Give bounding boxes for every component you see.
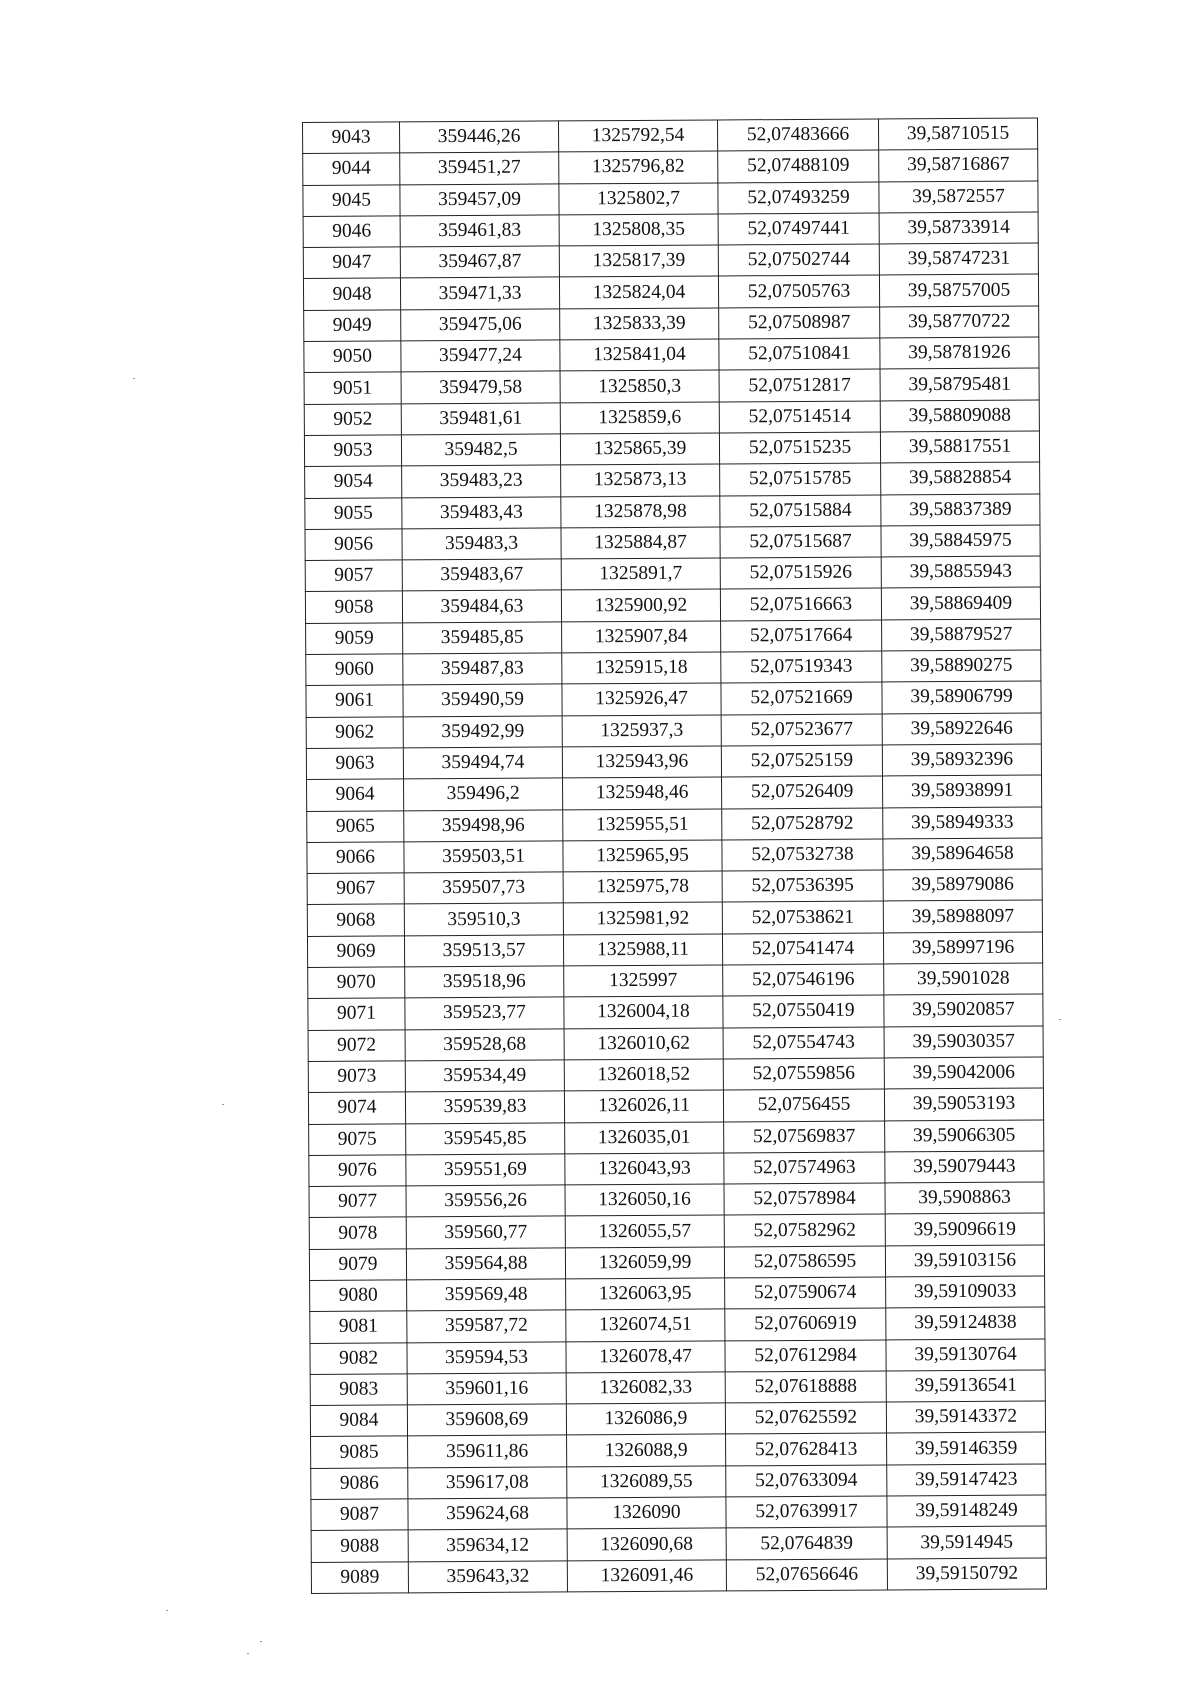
latitude-cell: 52,07516663 — [720, 588, 881, 620]
point-number-cell: 9089 — [311, 1562, 408, 1594]
latitude-cell: 52,07483666 — [717, 119, 878, 151]
longitude-cell: 39,58997196 — [883, 932, 1042, 964]
x-coordinate-cell: 359518,96 — [405, 966, 564, 998]
table-row — [307, 807, 1042, 843]
x-coordinate-cell: 359498,96 — [404, 809, 563, 841]
longitude-cell: 39,58879527 — [882, 619, 1041, 651]
x-coordinate-cell: 359503,51 — [404, 841, 563, 873]
y-coordinate-cell: 1326082,33 — [566, 1372, 725, 1404]
longitude-cell: 39,59150792 — [887, 1558, 1046, 1590]
table-row — [307, 932, 1042, 968]
point-number-cell: 9046 — [303, 216, 400, 248]
point-number-cell: 9059 — [306, 623, 403, 655]
latitude-cell: 52,07514514 — [719, 401, 880, 433]
x-coordinate-cell: 359510,3 — [404, 903, 563, 935]
y-coordinate-cell: 1326090,68 — [567, 1528, 726, 1560]
latitude-cell: 52,07510841 — [719, 338, 880, 370]
x-coordinate-cell: 359534,49 — [405, 1060, 564, 1092]
y-coordinate-cell: 1325937,3 — [562, 715, 721, 747]
point-number-cell: 9045 — [303, 184, 400, 216]
table-row — [309, 1245, 1044, 1281]
longitude-cell: 39,59020857 — [884, 994, 1043, 1026]
longitude-cell: 39,58733914 — [879, 212, 1038, 244]
latitude-cell: 52,07639917 — [726, 1496, 887, 1528]
latitude-cell: 52,07497441 — [718, 213, 879, 245]
point-number-cell: 9078 — [309, 1217, 406, 1249]
table-row — [304, 400, 1039, 436]
y-coordinate-cell: 1325841,04 — [560, 339, 719, 371]
longitude-cell: 39,59030357 — [884, 1026, 1043, 1058]
x-coordinate-cell: 359475,06 — [401, 309, 560, 341]
point-number-cell: 9050 — [304, 341, 401, 373]
y-coordinate-cell: 1325907,84 — [562, 621, 721, 653]
table-row — [309, 1213, 1044, 1249]
x-coordinate-cell: 359523,77 — [405, 997, 564, 1029]
x-coordinate-cell: 359617,08 — [408, 1467, 567, 1499]
x-coordinate-cell: 359457,09 — [400, 184, 559, 216]
latitude-cell: 52,07528792 — [722, 807, 883, 839]
longitude-cell: 39,59136541 — [886, 1370, 1045, 1402]
table-row — [309, 1119, 1044, 1155]
x-coordinate-cell: 359483,23 — [402, 465, 561, 497]
table-row — [310, 1370, 1045, 1406]
x-coordinate-cell: 359601,16 — [407, 1373, 566, 1405]
table-row — [310, 1276, 1045, 1312]
latitude-cell: 52,07505763 — [718, 275, 879, 307]
table-row — [307, 869, 1042, 905]
longitude-cell: 39,58837389 — [881, 494, 1040, 526]
latitude-cell: 52,07538621 — [722, 901, 883, 933]
x-coordinate-cell: 359461,83 — [400, 215, 559, 247]
point-number-cell: 9061 — [306, 685, 403, 717]
point-number-cell: 9076 — [309, 1155, 406, 1187]
longitude-cell: 39,58932396 — [882, 744, 1041, 776]
longitude-cell: 39,59066305 — [885, 1119, 1044, 1151]
y-coordinate-cell: 1325981,92 — [563, 902, 722, 934]
longitude-cell: 39,59042006 — [884, 1057, 1043, 1089]
point-number-cell: 9070 — [308, 967, 405, 999]
longitude-cell: 39,59103156 — [885, 1245, 1044, 1277]
x-coordinate-cell: 359564,88 — [406, 1248, 565, 1280]
x-coordinate-cell: 359560,77 — [406, 1216, 565, 1248]
y-coordinate-cell: 1325900,92 — [561, 589, 720, 621]
point-number-cell: 9044 — [303, 153, 400, 185]
table-row — [308, 1026, 1043, 1062]
point-number-cell: 9083 — [310, 1374, 407, 1406]
latitude-cell: 52,07512817 — [719, 369, 880, 401]
point-number-cell: 9087 — [311, 1499, 408, 1531]
y-coordinate-cell: 1326026,11 — [564, 1090, 723, 1122]
x-coordinate-cell: 359556,26 — [406, 1185, 565, 1217]
coordinates-table-body — [303, 118, 1047, 1593]
latitude-cell: 52,07523677 — [721, 714, 882, 746]
point-number-cell: 9072 — [308, 1029, 405, 1061]
x-coordinate-cell: 359594,53 — [407, 1341, 566, 1373]
point-number-cell: 9069 — [307, 936, 404, 968]
latitude-cell: 52,07515235 — [719, 432, 880, 464]
point-number-cell: 9055 — [305, 497, 402, 529]
longitude-cell: 39,58845975 — [881, 525, 1040, 557]
y-coordinate-cell: 1326089,55 — [567, 1466, 726, 1498]
table-row — [305, 494, 1040, 530]
y-coordinate-cell: 1326063,95 — [566, 1278, 725, 1310]
y-coordinate-cell: 1325859,6 — [560, 402, 719, 434]
x-coordinate-cell: 359490,59 — [403, 684, 562, 716]
longitude-cell: 39,58938991 — [883, 775, 1042, 807]
longitude-cell: 39,5872557 — [879, 181, 1038, 213]
latitude-cell: 52,07656646 — [726, 1559, 887, 1591]
x-coordinate-cell: 359471,33 — [400, 277, 559, 309]
longitude-cell: 39,58795481 — [880, 368, 1039, 400]
table-row — [305, 525, 1040, 561]
y-coordinate-cell: 1326018,52 — [564, 1059, 723, 1091]
x-coordinate-cell: 359551,69 — [406, 1154, 565, 1186]
y-coordinate-cell: 1325926,47 — [562, 683, 721, 715]
point-number-cell: 9064 — [307, 779, 404, 811]
longitude-cell: 39,58869409 — [881, 587, 1040, 619]
point-number-cell: 9056 — [305, 529, 402, 561]
scan-speck — [222, 1104, 224, 1105]
longitude-cell: 39,58964658 — [883, 838, 1042, 870]
x-coordinate-cell: 359643,32 — [408, 1561, 567, 1593]
y-coordinate-cell: 1325824,04 — [559, 276, 718, 308]
longitude-cell: 39,59079443 — [885, 1151, 1044, 1183]
latitude-cell: 52,07515785 — [720, 463, 881, 495]
scan-speck — [247, 1653, 249, 1654]
scan-speck — [166, 1610, 168, 1611]
point-number-cell: 9062 — [306, 717, 403, 749]
point-number-cell: 9082 — [310, 1342, 407, 1374]
latitude-cell: 52,07578984 — [724, 1183, 885, 1215]
y-coordinate-cell: 1326074,51 — [566, 1309, 725, 1341]
table-row — [306, 619, 1041, 655]
point-number-cell: 9081 — [310, 1311, 407, 1343]
y-coordinate-cell: 1326059,99 — [565, 1247, 724, 1279]
y-coordinate-cell: 1325850,3 — [560, 370, 719, 402]
point-number-cell: 9085 — [311, 1436, 408, 1468]
point-number-cell: 9053 — [304, 435, 401, 467]
point-number-cell: 9043 — [303, 122, 400, 154]
latitude-cell: 52,07517664 — [721, 620, 882, 652]
latitude-cell: 52,07559856 — [723, 1058, 884, 1090]
latitude-cell: 52,07526409 — [722, 776, 883, 808]
longitude-cell: 39,58922646 — [882, 713, 1041, 745]
table-row — [305, 556, 1040, 592]
x-coordinate-cell: 359479,58 — [401, 371, 560, 403]
x-coordinate-cell: 359451,27 — [400, 152, 559, 184]
longitude-cell: 39,59124838 — [886, 1307, 1045, 1339]
table-row — [307, 838, 1042, 874]
x-coordinate-cell: 359611,86 — [408, 1435, 567, 1467]
point-number-cell: 9057 — [305, 560, 402, 592]
x-coordinate-cell: 359624,68 — [408, 1498, 567, 1530]
x-coordinate-cell: 359483,3 — [402, 528, 561, 560]
longitude-cell: 39,58828854 — [881, 462, 1040, 494]
longitude-cell: 39,59096619 — [885, 1213, 1044, 1245]
latitude-cell: 52,07628413 — [726, 1433, 887, 1465]
point-number-cell: 9073 — [308, 1061, 405, 1093]
longitude-cell: 39,58988097 — [883, 900, 1042, 932]
table-row — [304, 337, 1039, 373]
point-number-cell: 9080 — [310, 1280, 407, 1312]
table-row — [303, 181, 1038, 217]
x-coordinate-cell: 359485,85 — [403, 622, 562, 654]
table-row — [311, 1526, 1046, 1562]
latitude-cell: 52,07590674 — [725, 1277, 886, 1309]
latitude-cell: 52,07519343 — [721, 651, 882, 683]
x-coordinate-cell: 359482,5 — [401, 434, 560, 466]
y-coordinate-cell: 1325975,78 — [563, 871, 722, 903]
x-coordinate-cell: 359528,68 — [405, 1029, 564, 1061]
longitude-cell: 39,58855943 — [881, 556, 1040, 588]
table-row — [303, 212, 1038, 248]
table-row — [304, 368, 1039, 404]
longitude-cell: 39,58770722 — [880, 306, 1039, 338]
latitude-cell: 52,07515926 — [720, 557, 881, 589]
longitude-cell: 39,5901028 — [884, 963, 1043, 995]
table-row — [304, 431, 1039, 467]
y-coordinate-cell: 1326050,16 — [565, 1184, 724, 1216]
y-coordinate-cell: 1325808,35 — [559, 214, 718, 246]
latitude-cell: 52,07606919 — [725, 1308, 886, 1340]
longitude-cell: 39,58890275 — [882, 650, 1041, 682]
longitude-cell: 39,58809088 — [880, 400, 1039, 432]
table-row — [305, 587, 1040, 623]
y-coordinate-cell: 1325865,39 — [560, 433, 719, 465]
x-coordinate-cell: 359539,83 — [405, 1091, 564, 1123]
table-row — [308, 1057, 1043, 1093]
y-coordinate-cell: 1325997 — [564, 965, 723, 997]
table-row — [308, 1088, 1043, 1124]
y-coordinate-cell: 1325915,18 — [562, 652, 721, 684]
longitude-cell: 39,58710515 — [878, 118, 1037, 150]
y-coordinate-cell: 1326091,46 — [567, 1560, 726, 1592]
latitude-cell: 52,0764839 — [726, 1527, 887, 1559]
point-number-cell: 9084 — [310, 1405, 407, 1437]
x-coordinate-cell: 359513,57 — [404, 935, 563, 967]
point-number-cell: 9047 — [303, 247, 400, 279]
y-coordinate-cell: 1325988,11 — [563, 934, 722, 966]
point-number-cell: 9068 — [307, 904, 404, 936]
point-number-cell: 9058 — [305, 591, 402, 623]
latitude-cell: 52,07574963 — [724, 1152, 885, 1184]
longitude-cell: 39,5914945 — [887, 1526, 1046, 1558]
point-number-cell: 9051 — [304, 372, 401, 404]
longitude-cell: 39,59109033 — [886, 1276, 1045, 1308]
y-coordinate-cell: 1325873,13 — [561, 464, 720, 496]
latitude-cell: 52,07612984 — [725, 1340, 886, 1372]
point-number-cell: 9063 — [306, 748, 403, 780]
longitude-cell: 39,58817551 — [880, 431, 1039, 463]
y-coordinate-cell: 1325792,54 — [558, 120, 717, 152]
x-coordinate-cell: 359446,26 — [400, 121, 559, 153]
x-coordinate-cell: 359487,83 — [403, 653, 562, 685]
x-coordinate-cell: 359481,61 — [401, 403, 560, 435]
table-row — [308, 963, 1043, 999]
longitude-cell: 39,59143372 — [886, 1401, 1045, 1433]
latitude-cell: 52,07541474 — [722, 933, 883, 965]
longitude-cell: 39,58949333 — [883, 807, 1042, 839]
x-coordinate-cell: 359492,99 — [403, 716, 562, 748]
y-coordinate-cell: 1326078,47 — [566, 1341, 725, 1373]
longitude-cell: 39,59053193 — [884, 1088, 1043, 1120]
point-number-cell: 9067 — [307, 873, 404, 905]
point-number-cell: 9066 — [307, 842, 404, 874]
longitude-cell: 39,59148249 — [887, 1495, 1046, 1527]
longitude-cell: 39,59147423 — [887, 1464, 1046, 1496]
y-coordinate-cell: 1326004,18 — [564, 996, 723, 1028]
point-number-cell: 9071 — [308, 998, 405, 1030]
point-number-cell: 9060 — [306, 654, 403, 686]
x-coordinate-cell: 359587,72 — [407, 1310, 566, 1342]
latitude-cell: 52,07508987 — [719, 307, 880, 339]
table-row — [306, 681, 1041, 717]
y-coordinate-cell: 1326086,9 — [566, 1403, 725, 1435]
point-number-cell: 9079 — [309, 1249, 406, 1281]
x-coordinate-cell: 359483,43 — [402, 496, 561, 528]
table-row — [306, 713, 1041, 749]
y-coordinate-cell: 1326043,93 — [565, 1153, 724, 1185]
y-coordinate-cell: 1325891,7 — [561, 558, 720, 590]
longitude-cell: 39,59130764 — [886, 1339, 1045, 1371]
x-coordinate-cell: 359477,24 — [401, 340, 560, 372]
table-row — [307, 900, 1042, 936]
y-coordinate-cell: 1326088,9 — [567, 1434, 726, 1466]
x-coordinate-cell: 359496,2 — [404, 778, 563, 810]
latitude-cell: 52,07502744 — [718, 244, 879, 276]
y-coordinate-cell: 1325884,87 — [561, 527, 720, 559]
table-row — [310, 1401, 1045, 1437]
x-coordinate-cell: 359608,69 — [407, 1404, 566, 1436]
y-coordinate-cell: 1325955,51 — [563, 808, 722, 840]
longitude-cell: 39,59146359 — [887, 1432, 1046, 1464]
latitude-cell: 52,07515687 — [720, 526, 881, 558]
coordinates-table — [302, 118, 1047, 1594]
scan-speck — [1059, 1019, 1061, 1020]
point-number-cell: 9075 — [309, 1123, 406, 1155]
table-row — [303, 243, 1038, 279]
longitude-cell: 39,58716867 — [879, 149, 1038, 181]
table-row — [306, 650, 1041, 686]
point-number-cell: 9077 — [309, 1186, 406, 1218]
latitude-cell: 52,07525159 — [721, 745, 882, 777]
x-coordinate-cell: 359483,67 — [402, 559, 561, 591]
latitude-cell: 52,07536395 — [722, 870, 883, 902]
table-row — [303, 274, 1038, 310]
y-coordinate-cell: 1326035,01 — [565, 1121, 724, 1153]
table-row — [310, 1339, 1045, 1375]
latitude-cell: 52,07554743 — [723, 1027, 884, 1059]
table-row — [309, 1182, 1044, 1218]
table-row — [307, 775, 1042, 811]
y-coordinate-cell: 1325965,95 — [563, 840, 722, 872]
table-row — [310, 1307, 1045, 1343]
table-row — [305, 462, 1040, 498]
y-coordinate-cell: 1326055,57 — [565, 1215, 724, 1247]
point-number-cell: 9088 — [311, 1530, 408, 1562]
longitude-cell: 39,58906799 — [882, 681, 1041, 713]
latitude-cell: 52,07546196 — [723, 964, 884, 996]
y-coordinate-cell: 1325878,98 — [561, 496, 720, 528]
point-number-cell: 9065 — [307, 810, 404, 842]
longitude-cell: 39,58781926 — [880, 337, 1039, 369]
x-coordinate-cell: 359507,73 — [404, 872, 563, 904]
latitude-cell: 52,0756455 — [723, 1089, 884, 1121]
latitude-cell: 52,07532738 — [722, 839, 883, 871]
latitude-cell: 52,07569837 — [724, 1120, 885, 1152]
y-coordinate-cell: 1325802,7 — [559, 183, 718, 215]
x-coordinate-cell: 359494,74 — [403, 747, 562, 779]
latitude-cell: 52,07550419 — [723, 995, 884, 1027]
longitude-cell: 39,5908863 — [885, 1182, 1044, 1214]
point-number-cell: 9054 — [305, 466, 402, 498]
y-coordinate-cell: 1325943,96 — [562, 746, 721, 778]
latitude-cell: 52,07582962 — [724, 1214, 885, 1246]
longitude-cell: 39,58757005 — [879, 274, 1038, 306]
y-coordinate-cell: 1325817,39 — [559, 245, 718, 277]
x-coordinate-cell: 359467,87 — [400, 246, 559, 278]
point-number-cell: 9074 — [308, 1092, 405, 1124]
x-coordinate-cell: 359569,48 — [407, 1279, 566, 1311]
table-row — [311, 1432, 1046, 1468]
latitude-cell: 52,07521669 — [721, 682, 882, 714]
x-coordinate-cell: 359484,63 — [402, 590, 561, 622]
point-number-cell: 9049 — [304, 310, 401, 342]
latitude-cell: 52,07493259 — [718, 182, 879, 214]
longitude-cell: 39,58747231 — [879, 243, 1038, 275]
table-row — [311, 1558, 1046, 1594]
point-number-cell: 9052 — [304, 404, 401, 436]
table-row — [303, 149, 1038, 185]
table-row — [309, 1151, 1044, 1187]
point-number-cell: 9086 — [311, 1468, 408, 1500]
scan-speck — [260, 1641, 262, 1642]
x-coordinate-cell: 359634,12 — [408, 1529, 567, 1561]
table-row — [311, 1495, 1046, 1531]
table-row — [304, 306, 1039, 342]
x-coordinate-cell: 359545,85 — [406, 1122, 565, 1154]
point-number-cell: 9048 — [303, 278, 400, 310]
table-row — [306, 744, 1041, 780]
y-coordinate-cell: 1325796,82 — [559, 151, 718, 183]
y-coordinate-cell: 1326090 — [567, 1497, 726, 1529]
latitude-cell: 52,07586595 — [724, 1246, 885, 1278]
latitude-cell: 52,07625592 — [725, 1402, 886, 1434]
latitude-cell: 52,07488109 — [718, 150, 879, 182]
y-coordinate-cell: 1325948,46 — [563, 777, 722, 809]
y-coordinate-cell: 1326010,62 — [564, 1028, 723, 1060]
scan-speck — [133, 378, 135, 379]
table-row — [308, 994, 1043, 1030]
latitude-cell: 52,07515884 — [720, 495, 881, 527]
table-row — [311, 1464, 1046, 1500]
y-coordinate-cell: 1325833,39 — [560, 308, 719, 340]
table-row — [303, 118, 1038, 154]
latitude-cell: 52,07633094 — [726, 1465, 887, 1497]
longitude-cell: 39,58979086 — [883, 869, 1042, 901]
latitude-cell: 52,07618888 — [725, 1371, 886, 1403]
